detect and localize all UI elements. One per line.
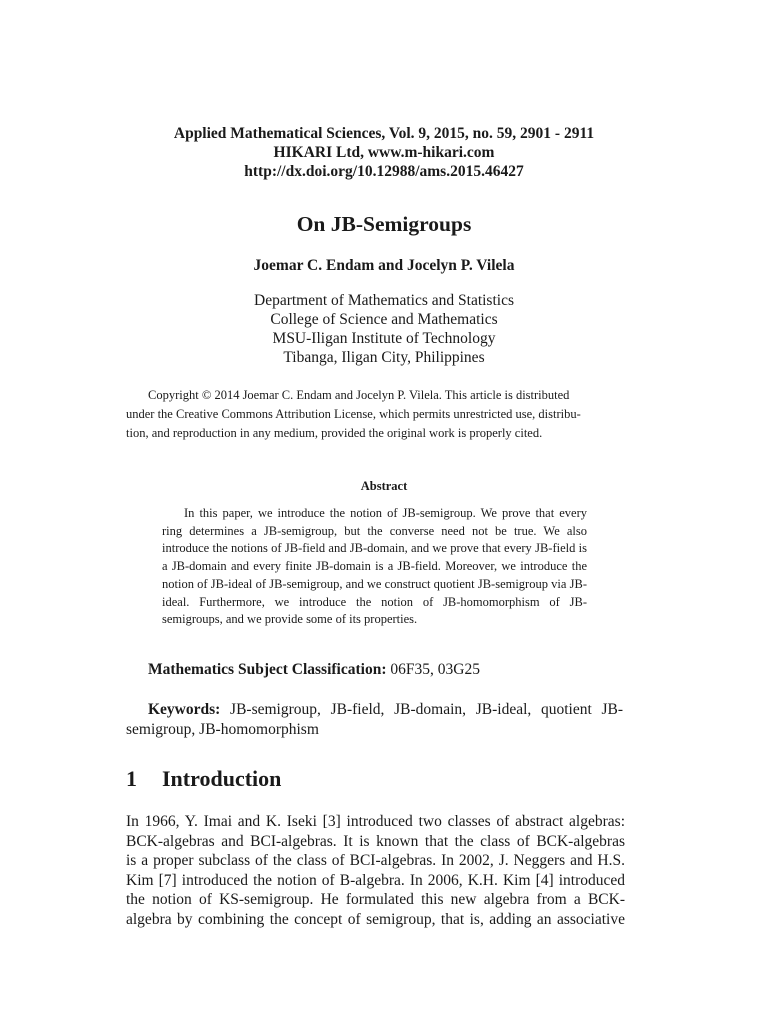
msc-classification — [148, 661, 480, 679]
affiliation-line: Tibanga, Iligan City, Philippines — [283, 349, 485, 366]
copyright-line: under the Creative Commons Attribution License, which permits unrestricted use, distribu- — [126, 407, 581, 422]
abstract-heading: Abstract — [360, 479, 408, 493]
keywords — [126, 700, 623, 739]
copyright-notice — [126, 386, 623, 444]
journal-header — [0, 124, 768, 181]
journal-citation: Applied Mathematical Sciences, Vol. 9, 2015, no. 59, 2901 - 2911 — [173, 125, 595, 142]
copyright-line: Copyright © 2014 Joemar C. Endam and Jocelyn P. Vilela. This article is distributed — [148, 388, 570, 402]
doi-link[interactable]: http://dx.doi.org/10.12988/ams.2015.46427 — [244, 163, 524, 180]
msc-label: Mathematics Subject Classification: — [148, 661, 387, 678]
copyright-line: tion, and reproduction in any medium, provided the original work is properly cited. — [126, 426, 543, 441]
author-list: Joemar C. Endam and Jocelyn P. Vilela — [253, 257, 515, 274]
paper-title: On JB-Semigroups — [296, 212, 472, 236]
body-line: the notion of KS-semigroup. He formulated this new algebra from a BCK- — [126, 891, 625, 908]
keywords-value: JB-semigroup, JB-field, JB-domain, JB-ideal, quotient JB-semigroup, JB-homomorphism — [126, 701, 624, 738]
publisher-line: HIKARI Ltd, www.m-hikari.com — [273, 144, 495, 161]
affiliation-line: MSU-Iligan Institute of Technology — [272, 330, 496, 347]
affiliation-line: College of Science and Mathematics — [270, 311, 498, 328]
introduction-paragraph — [126, 812, 625, 929]
abstract-text: In this paper, we introduce the notion of JB-semigroup. We prove that every ring determines a JB-semigroup, but the converse need not be true. We also introduce the notions of JB-field and JB-domain, and we prove that every JB-field is a JB-domain and every finite JB-domain is a JB-field. Moreover, we introduce the notion of JB-ideal of JB-semigroup, and we construct quotient JB-semigroup via JB-ideal. Furthermore, we introduce the notion of JB-homomorphism of JB-semigroups, and we provide some of its properties. — [162, 506, 587, 627]
section-number: 1 — [126, 766, 137, 791]
msc-value: 06F35, 03G25 — [390, 661, 480, 678]
body-line: Kim [7] introduced the notion of B-algebra. In 2006, K.H. Kim [4] introduced — [126, 871, 625, 889]
affiliation-block — [0, 291, 768, 367]
section-title: Introduction — [162, 766, 282, 791]
keywords-label: Keywords: — [148, 701, 221, 718]
body-line: In 1966, Y. Imai and K. Iseki [3] introduced two classes of abstract algebras: — [126, 813, 625, 830]
affiliation-line: Department of Mathematics and Statistics — [254, 292, 514, 309]
body-line: is a proper subclass of the class of BCI-algebras. In 2002, J. Neggers and H.S. — [126, 852, 625, 869]
section-heading — [126, 766, 281, 792]
body-line: algebra by combining the concept of semigroup, that is, adding an associative — [126, 910, 625, 928]
body-line: BCK-algebras and BCI-algebras. It is known that the class of BCK-algebras — [126, 832, 625, 850]
